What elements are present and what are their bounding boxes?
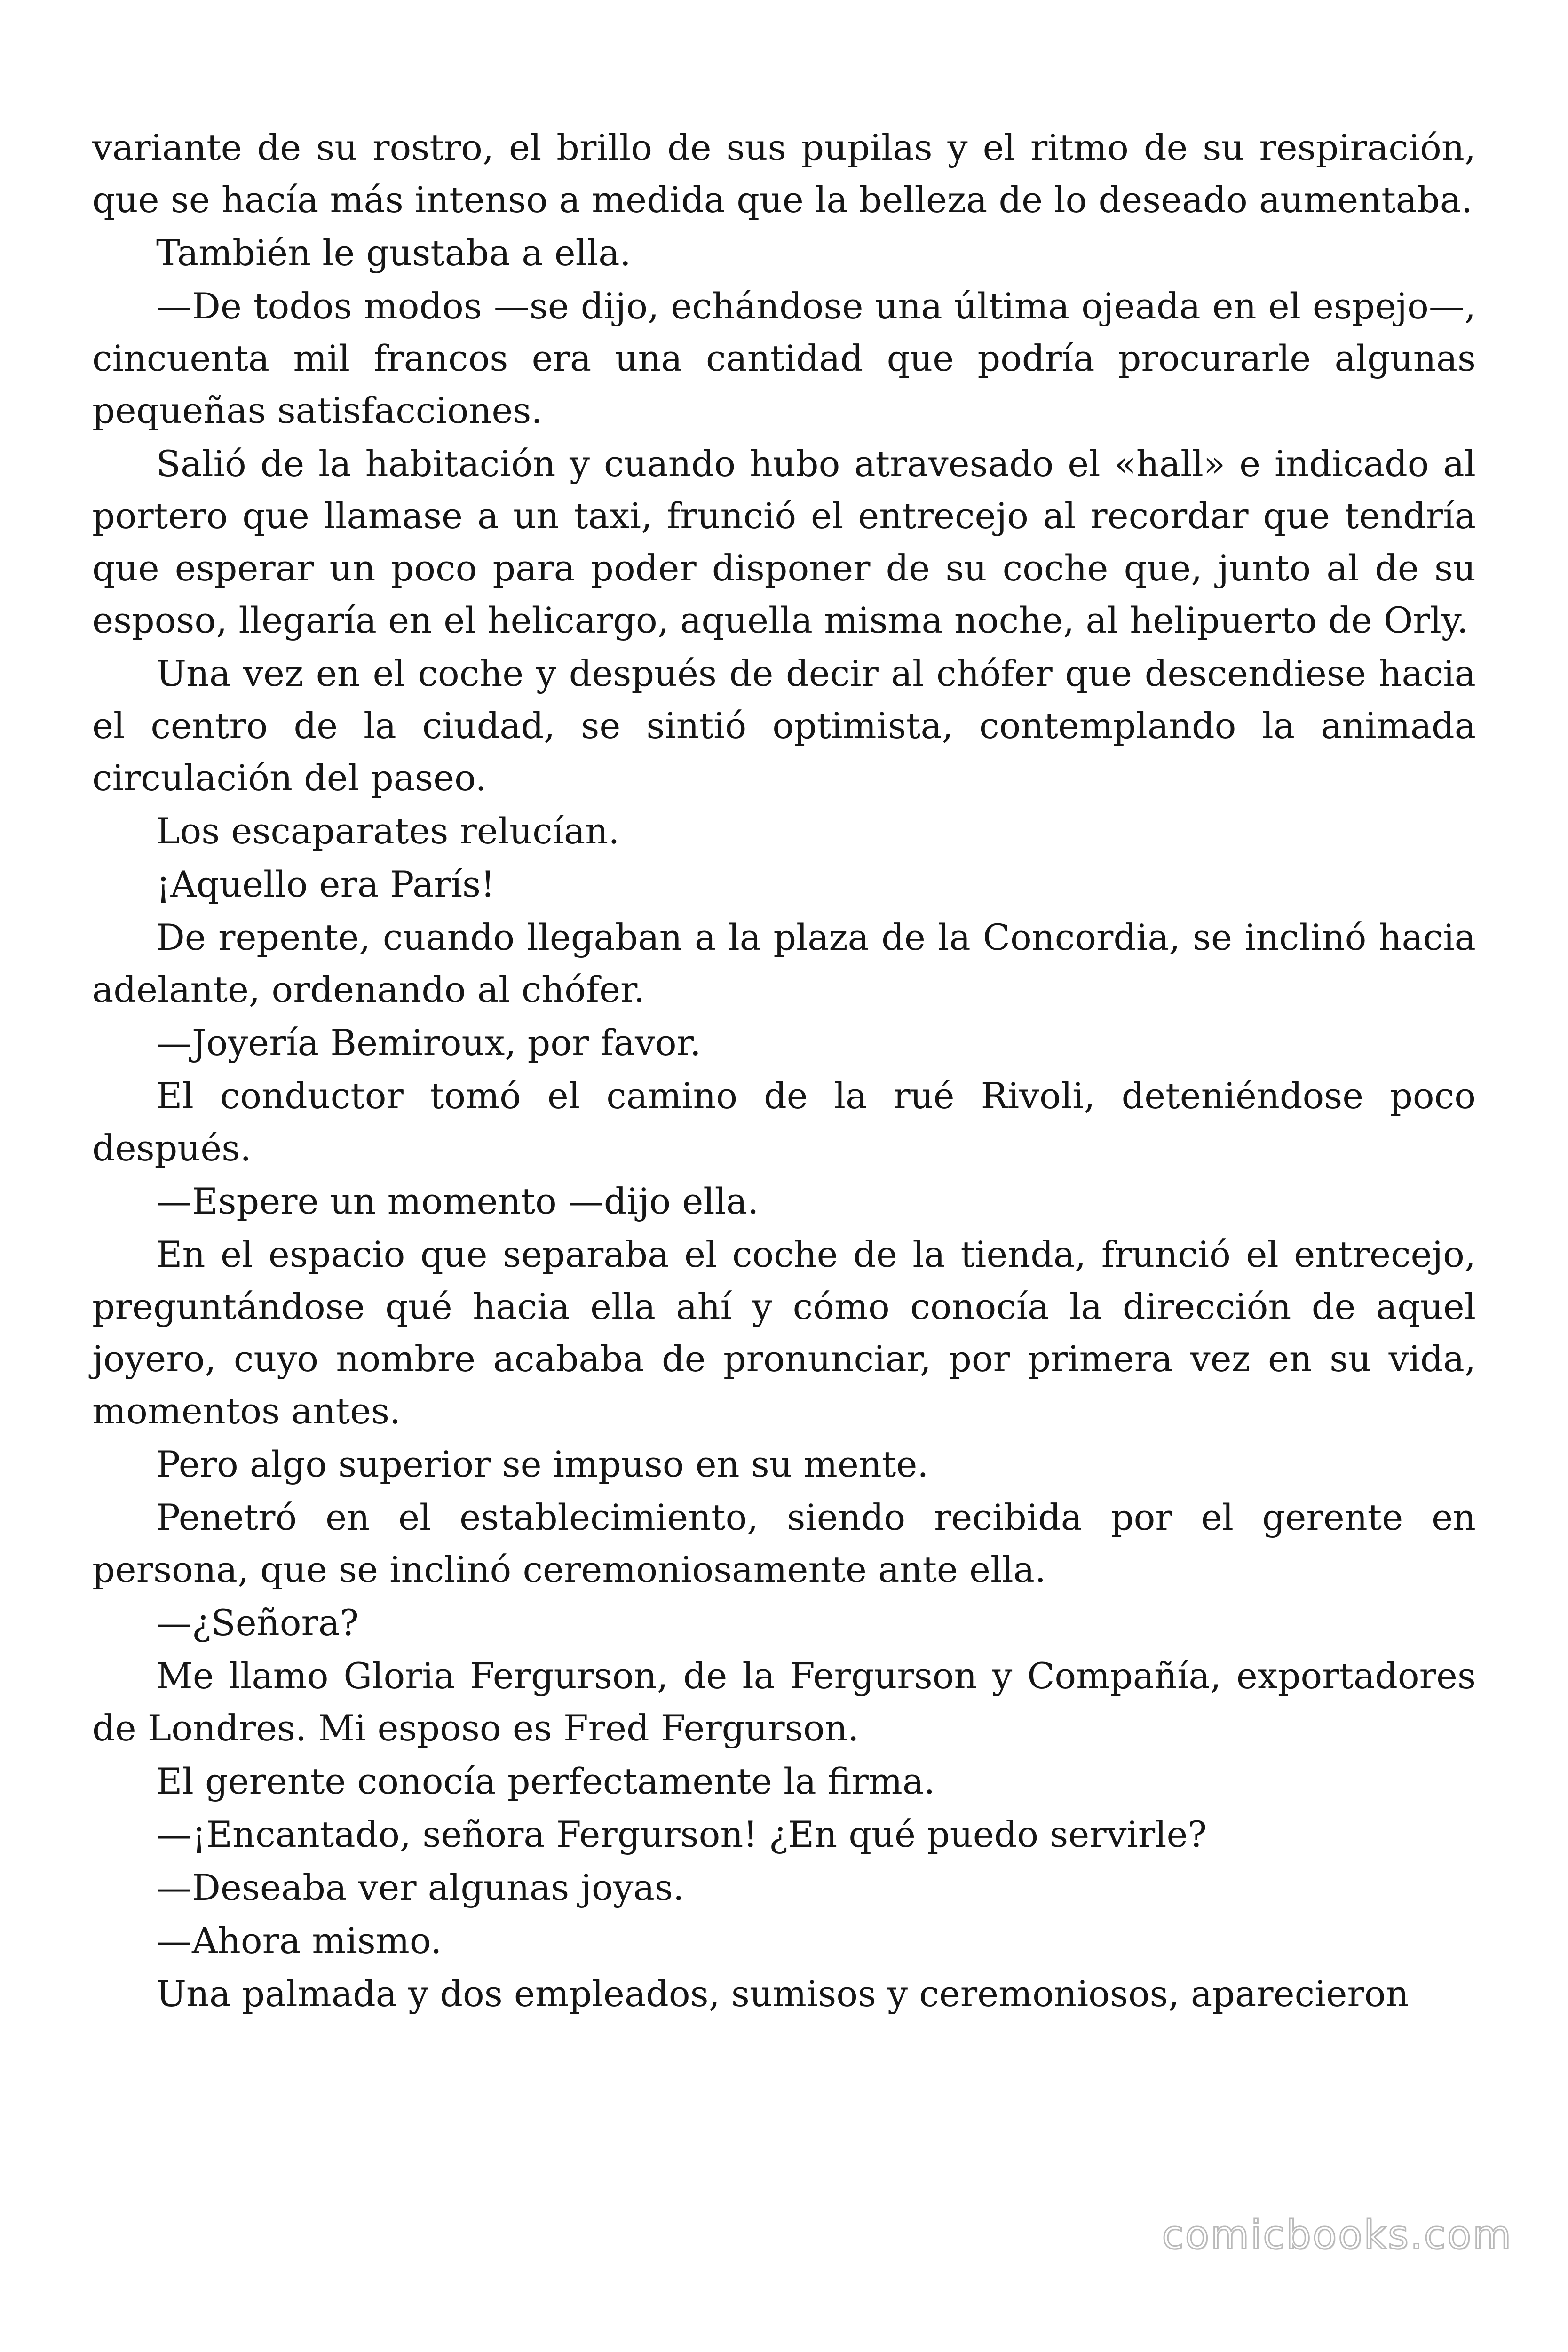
paragraph-4: Salió de la habitación y cuando hubo atravesado el «hall» e indicado al portero que llamase a un taxi, frunció el entrecejo al recordar que tendría que esperar un poco para poder disponer de su coche que, junto al de su esposo, llegaría en el helicargo, aquella misma noche, al helipuerto de Orly. xyxy=(92,443,1476,641)
paragraph-20: —Ahora mismo. xyxy=(156,1920,442,1962)
paragraph-15: —¿Señora? xyxy=(156,1602,359,1644)
paragraph-16: Me llamo Gloria Fergurson, de la Fergurson y Compañía, exportadores de Londres. Mi esposo es Fred Fergurson. xyxy=(92,1655,1476,1749)
paragraph-19: —Deseaba ver algunas joyas. xyxy=(156,1867,685,1908)
paragraph-18: —¡Encantado, señora Fergurson! ¿En qué puedo servirle? xyxy=(156,1813,1207,1855)
paragraph-3: —De todos modos —se dijo, echándose una última ojeada en el espejo—, cincuenta mil francos era una cantidad que podría procurarle algunas pequeñas satisfacciones. xyxy=(92,285,1476,431)
paragraph-9: —Joyería Bemiroux, por favor. xyxy=(156,1022,701,1064)
paragraph-11: —Espere un momento —dijo ella. xyxy=(156,1180,759,1222)
paragraph-21: Una palmada y dos empleados, sumisos y ceremoniosos, aparecieron xyxy=(156,1973,1409,2015)
paragraph-8: De repente, cuando llegaban a la plaza de la Concordia, se inclinó hacia adelante, ordenando al chófer. xyxy=(92,916,1476,1010)
watermark-logo: comicbooks.com xyxy=(1162,2212,1513,2258)
paragraph-17: El gerente conocía perfectamente la firma. xyxy=(156,1760,935,1802)
paragraph-2: También le gustaba a ella. xyxy=(156,232,631,274)
book-page-text xyxy=(92,121,1476,2021)
paragraph-10: El conductor tomó el camino de la rué Rivoli, deteniéndose poco después. xyxy=(92,1075,1476,1169)
paragraph-1: variante de su rostro, el brillo de sus pupilas y el ritmo de su respiración, que se hacía más intenso a medida que la belleza de lo deseado aumentaba. xyxy=(92,127,1476,221)
paragraph-13: Pero algo superior se impuso en su mente. xyxy=(156,1443,929,1485)
paragraph-14: Penetró en el establecimiento, siendo recibida por el gerente en persona, que se inclinó ceremoniosamente ante ella. xyxy=(92,1496,1476,1590)
paragraph-7: ¡Aquello era París! xyxy=(156,863,495,905)
paragraph-12: En el espacio que separaba el coche de la tienda, frunció el entrecejo, preguntándose qué hacia ella ahí y cómo conocía la dirección de aquel joyero, cuyo nombre acababa de pronunciar, por primera vez en su vida, momentos antes. xyxy=(92,1233,1476,1432)
paragraph-6: Los escaparates relucían. xyxy=(156,810,620,852)
paragraph-5: Una vez en el coche y después de decir al chófer que descendiese hacia el centro de la ciudad, se sintió optimista, contemplando la animada circulación del paseo. xyxy=(92,652,1476,799)
